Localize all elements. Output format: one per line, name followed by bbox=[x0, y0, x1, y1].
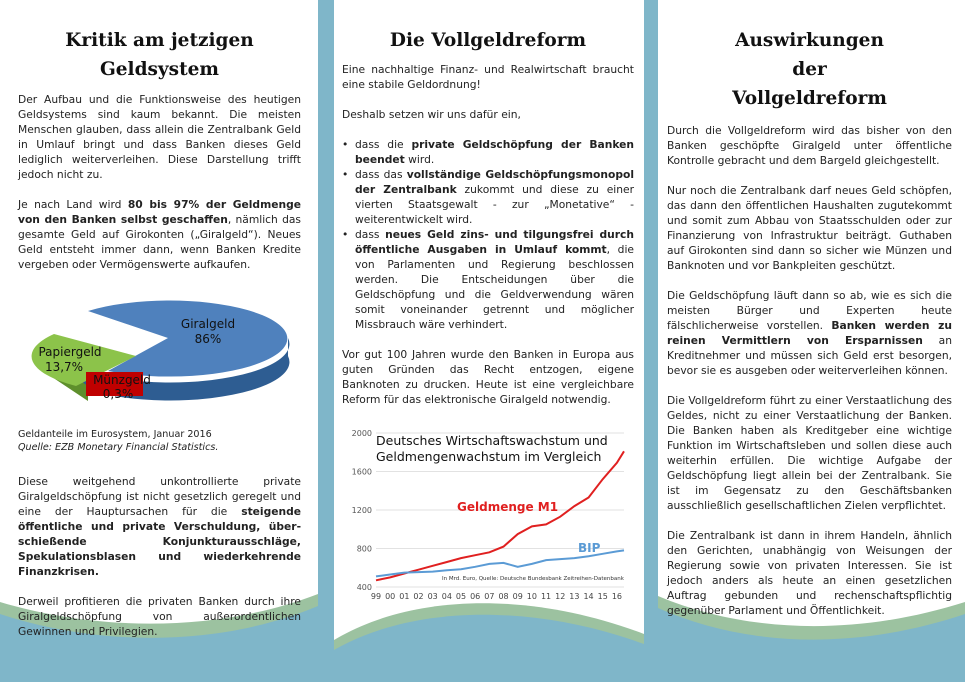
label-muenz: Münzgeld bbox=[93, 373, 151, 387]
list-item: • dass neues Geld zins- und tilgungsfrei durch öffentliche Ausgaben in Umlauf kommt, die von Parlamenten und Regierung beschlossen werden. Die Entscheidungen über die Geldschöpfung und die Geldverwendung wären somit voneinander getrennt und möglicher Missbrauch wäre verhindert. bbox=[342, 227, 634, 332]
list-item: • dass das vollständige Geldschöpfungsmonopol der Zentralbank zukommt und diese zu einer vierten Staatsgewalt - zur „Monetative“ - weiterentwickelt wird. bbox=[342, 167, 634, 227]
paragraph: Je nach Land wird 80 bis 97% der Geldmenge von den Banken selbst geschaffen, nämlich das gesamte Geld auf Girokonten („Giralgeld“). Neues Geld entsteht immer dann, wenn Banken Kredite vergeben oder Vermögenswerte aufkaufen. bbox=[18, 198, 301, 271]
x-tick-label: 14 bbox=[583, 592, 594, 601]
paragraph: Durch die Vollgeldreform wird das bisher von den Banken geschöpfte Giralgeld unter öffentliche Kontrolle gebracht und dem Bargeld gleichgestellt. bbox=[667, 124, 952, 167]
x-tick-label: 01 bbox=[399, 592, 410, 601]
x-tick-label: 00 bbox=[385, 592, 396, 601]
paragraph: Deshalb setzen wir uns dafür ein, bbox=[342, 108, 521, 121]
pie-chart bbox=[18, 276, 301, 426]
chart-note: In Mrd. Euro, Quelle: Deutsche Bundesbank Zeitreihen-Datenbank bbox=[442, 576, 624, 582]
value-papier: 13,7% bbox=[44, 360, 84, 374]
panel-critique bbox=[0, 0, 318, 682]
chart-title-line1: Deutsches Wirtschaftswachstum und bbox=[376, 433, 608, 448]
value-giral: 86% bbox=[194, 332, 222, 346]
paragraph: Diese weitgehend unkontrollierte private Giralgeldschöpfung ist nicht gesetzlich geregelt und eine der Hauptursachen für die steigende öffentliche und private Verschuldung, überschießende Konjunkturausschläge, Spekulationsblasen und wiederkehrende Finanzkrisen. bbox=[18, 475, 301, 578]
x-tick-label: 06 bbox=[470, 592, 481, 601]
list-item: • dass die private Geldschöpfung der Banken beendet wird. bbox=[342, 137, 634, 167]
paragraph: Derweil profitieren die privaten Banken durch ihre Giralgeldschöpfung von außerordentlichen Gewinnen und Privilegien. bbox=[18, 595, 301, 638]
y-tick-label: 1600 bbox=[351, 467, 372, 477]
paragraph: Die Zentralbank ist dann in ihrem Handeln, ähnlich den Gerichten, unabhängig von Weisungen der Regierung sowie von privaten Interessen. Sie ist jedoch anders als heute an einen gesetzlichen Auftrag gebunden und rechenschaftspflichtig gegenüber Parlament und Öffentlichkeit. bbox=[667, 529, 952, 617]
x-tick-label: 03 bbox=[427, 592, 438, 601]
label-papier: Papiergeld bbox=[38, 345, 102, 359]
x-tick-label: 02 bbox=[413, 592, 424, 601]
label-giral: Giralgeld bbox=[180, 317, 236, 331]
paragraph: Die Vollgeldreform führt zu einer Verstaatlichung des Geldes, nicht zu einer Verstaatlichung der Banken. Die Banken haben als Kreditgeber eine wichtige Funktion im Wirtschaftsleben und sollen diese auch weiterhin erfüllen. Die wichtige Aufgabe der Geldschöpfung liegt allein bei der Zentralbank. Sie ist im Gegensatz zu den Geschäftsbanken ausschließlich gesellschaftlichen Zielen verpflichtet. bbox=[667, 394, 952, 512]
panel-effects bbox=[658, 0, 965, 682]
series-label-m1: Geldmenge M1 bbox=[457, 500, 559, 514]
column-title: Auswirkungen der Vollgeldreform bbox=[732, 30, 887, 109]
chart-source: Quelle: EZB Monetary Financial Statistics. bbox=[18, 442, 219, 453]
chart-title-line2: Geldmengenwachstum im Vergleich bbox=[376, 449, 602, 464]
panel-reform bbox=[334, 0, 644, 682]
x-tick-label: 13 bbox=[569, 592, 580, 601]
pie-slice-giral bbox=[88, 301, 287, 377]
demands-list bbox=[342, 137, 634, 332]
x-tick-label: 16 bbox=[611, 592, 623, 601]
y-tick-label: 1200 bbox=[351, 506, 372, 515]
x-tick-label: 04 bbox=[441, 592, 452, 601]
x-tick-label: 12 bbox=[555, 592, 566, 601]
x-tick-label: 05 bbox=[455, 592, 467, 601]
paragraph: Eine nachhaltige Finanz- und Realwirtschaft braucht eine stabile Geldordnung! bbox=[342, 63, 634, 91]
x-tick-label: 07 bbox=[484, 592, 495, 601]
column-title: Die Vollgeldreform bbox=[389, 30, 587, 51]
paragraph: Vor gut 100 Jahren wurde den Banken in Europa aus guten Gründen das Recht entzogen, eigene Banknoten zu drucken. Heute ist eine vergleichbare Reform für das elektronische Giralgeld notwendig. bbox=[342, 348, 634, 406]
line-chart bbox=[342, 427, 634, 607]
paragraph: Nur noch die Zentralbank darf neues Geld schöpfen, das dann den öffentlichen Haushalten zugutekommt und somit zum Abbau von Staatsschulden oder zur Finanzierung von Infrastruktur beiträgt. Guthaben auf Girokonten sind dann so sicher wie Münzen und Banknoten und vor Bankpleiten geschützt. bbox=[667, 184, 952, 272]
x-tick-label: 99 bbox=[370, 592, 382, 601]
x-tick-label: 11 bbox=[540, 592, 552, 601]
paragraph: Der Aufbau und die Funktionsweise des heutigen Geldsystems sind kaum bekannt. Die meisten Menschen glauben, dass allein die Zentralbank Geld in Umlauf bringt und dass Banken dieses Geld lediglich weiterverleihen. Diese Darstellung trifft jedoch nicht zu. bbox=[18, 93, 301, 181]
x-tick-label: 15 bbox=[597, 592, 608, 601]
column-title: Kritik am jetzigen Geldsystem bbox=[65, 30, 254, 80]
y-tick-label: 2000 bbox=[351, 429, 372, 438]
y-tick-label: 400 bbox=[356, 583, 372, 592]
y-tick-label: 800 bbox=[356, 544, 372, 554]
series-line-geldmenge-m1 bbox=[376, 451, 624, 580]
x-tick-label: 09 bbox=[512, 592, 523, 601]
x-tick-label: 08 bbox=[498, 592, 509, 601]
paragraph: Die Geldschöpfung läuft dann so ab, wie es sich die meisten Bürger und Experten heute fälschlicherweise vorstellen. Banken werden zu reinen Vermittlern von Ersparnissen an Kreditnehmer und müssen sich Geld erst besorgen, bevor sie es ausgeben oder weiterverleihen können. bbox=[667, 289, 952, 377]
series-label-bip: BIP bbox=[578, 541, 601, 555]
chart-caption: Geldanteile im Eurosystem, Januar 2016 bbox=[18, 429, 212, 440]
x-tick-label: 10 bbox=[526, 592, 537, 601]
value-muenz: 0,3% bbox=[102, 387, 134, 401]
